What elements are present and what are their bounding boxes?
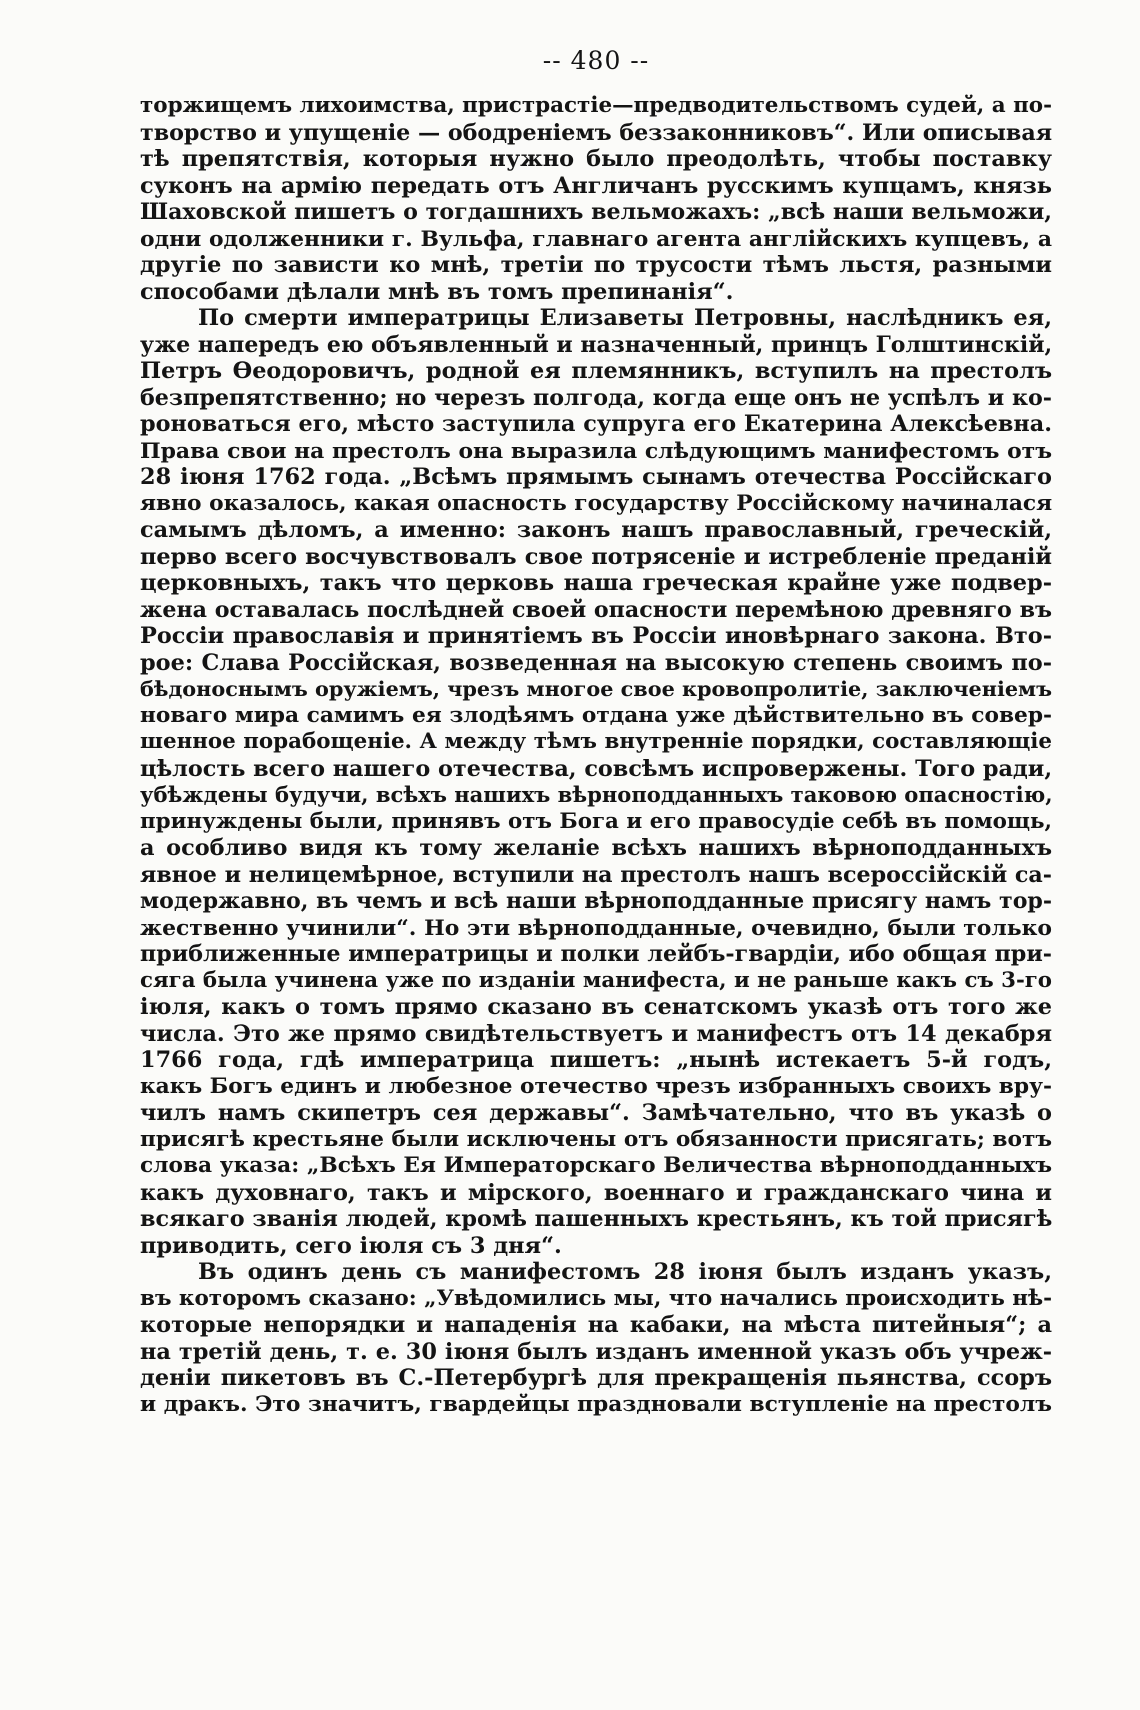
text-line: какъ духовнаго, такъ и мірского, военнаго и гражданскаго чина и xyxy=(140,1179,1052,1206)
text-line: торжищемъ лихоимства, пристрастіе—предводительствомъ судей, а по- xyxy=(140,93,1052,118)
text-line: всякаго званія людей, кромѣ пашенныхъ крестьянъ, къ той присягѣ xyxy=(140,1206,1053,1232)
text-line: деніи пикетовъ въ С.-Петербургѣ для прекращенія пьянства, ссоръ xyxy=(140,1365,1052,1391)
text-line: приводить, сего іюля съ 3 дня“. xyxy=(140,1232,562,1259)
text-line: слова указа: „Всѣхъ Ея Императорскаго Величества вѣрноподданныхъ xyxy=(140,1153,1052,1178)
text-line: и дракъ. Это значитъ, гвардейцы праздновали вступленіе на престолъ xyxy=(140,1391,1052,1417)
text-line: жественно учинили“. Но эти вѣрноподданные, очевидно, были только xyxy=(140,914,1052,941)
text-line: въ которомъ сказано: „Увѣдомились мы, что начались происходить нѣ- xyxy=(140,1285,1053,1311)
text-line: модержавно, въ чемъ и всѣ наши вѣрноподданные присягу намъ тор- xyxy=(140,888,1052,914)
text-line: которые непорядки и нападенія на кабаки, на мѣста питейныя“; а xyxy=(140,1312,1052,1338)
text-line: роноваться его, мѣсто заступила супруга его Екатерина Алексѣевна. xyxy=(140,411,1052,437)
text-line: творство и упущеніе — ободреніемъ беззаконниковъ“. Или описывая xyxy=(140,119,1053,146)
text-line: новаго мира самимъ ея злодѣямъ отдана уже дѣйствительно въ совер- xyxy=(140,702,1052,728)
text-body xyxy=(140,93,1052,1418)
text-line: По смерти императрицы Елизаветы Петровны, наслѣдникъ ея, xyxy=(198,305,1052,331)
paragraph xyxy=(140,305,1052,1259)
text-line: тѣ препятствія, которыя нужно было преодолѣть, чтобы поставку xyxy=(140,146,1052,172)
paragraph xyxy=(140,1259,1052,1418)
text-line: іюля, какъ о томъ прямо сказано въ сенатскомъ указѣ отъ того же xyxy=(140,994,1052,1020)
text-line: присягѣ крестьяне были исключены отъ обязанности присягать; вотъ xyxy=(140,1126,1052,1152)
text-line: бѣдоноснымъ оружіемъ, чрезъ многое свое кровопролитіе, заключеніемъ xyxy=(140,676,1053,701)
text-line: жена оставалась послѣдней своей опасности перемѣною древняго въ xyxy=(140,596,1052,623)
text-line: чилъ намъ скипетръ сея державы“. Замѣчательно, что въ указѣ о xyxy=(140,1100,1052,1126)
text-line: церковныхъ, такъ что церковь наша греческая крайне уже подвер- xyxy=(140,570,1052,596)
text-line: цѣлость всего нашего отечества, совсѣмъ испровержены. Того ради, xyxy=(140,755,1053,782)
text-line: принуждены были, принявъ отъ Бога и его правосудіе себѣ въ помощь, xyxy=(140,808,1052,834)
text-line: шенное порабощеніе. А между тѣмъ внутренніе порядки, составляющіе xyxy=(140,729,1052,754)
text-line: 1766 года, гдѣ императрица пишетъ: „нынѣ истекаетъ 5-й годъ, xyxy=(140,1047,1052,1073)
text-line: перво всего восчувствовалъ свое потрясеніе и истребленіе преданій xyxy=(140,543,1052,570)
page-number: -- 480 -- xyxy=(542,46,650,75)
text-line: Въ одинъ день съ манифестомъ 28 іюня былъ изданъ указъ, xyxy=(198,1259,1052,1285)
text-line: явное и нелицемѣрное, вступили на престолъ нашъ всероссійскій са- xyxy=(140,861,1052,888)
text-line: явно оказалось, какая опасность государству Россійскому начиналася xyxy=(140,490,1053,516)
text-line: одни одолженники г. Вульфа, главнаго агента англійскихъ купцевъ, а xyxy=(140,225,1052,252)
text-line: безпрепятственно; но черезъ полгода, когда еще онъ не успѣлъ и ко- xyxy=(140,384,1052,411)
text-line: приближенные императрицы и полки лейбъ-гвардіи, ибо общая при- xyxy=(140,941,1052,967)
text-line: числа. Это же прямо свидѣтельствуетъ и манифестъ отъ 14 декабря xyxy=(140,1020,1052,1047)
book-page xyxy=(140,46,1052,1418)
text-line: на третій день, т. е. 30 іюня былъ изданъ именной указъ объ учреж- xyxy=(140,1338,1052,1365)
text-line: Петръ Ѳеодоровичъ, родной ея племянникъ, вступилъ на престолъ xyxy=(140,358,1052,384)
text-line: Россіи православія и принятіемъ въ Россіи иновѣрнаго закона. Вто- xyxy=(140,623,1052,649)
text-line: Шаховской пишетъ о тогдашнихъ вельможахъ: „всѣ наши вельможи, xyxy=(140,199,1052,225)
text-line: другіе по зависти ко мнѣ, третіи по трусости тѣмъ льстя, разными xyxy=(140,252,1052,278)
text-line: суконъ на армію передать отъ Англичанъ русскимъ купцамъ, князь xyxy=(140,172,1052,199)
text-line: сяга была учинена уже по изданіи манифеста, и не раньше какъ съ 3-го xyxy=(140,967,1052,993)
text-line: рое: Слава Россійская, возведенная на высокую степень своимъ по- xyxy=(140,649,1052,676)
text-line: Права свои на престолъ она выразила слѣдующимъ манифестомъ отъ xyxy=(140,437,1052,464)
text-line: убѣждены будучи, всѣхъ нашихъ вѣрноподданныхъ таковою опасностію, xyxy=(140,782,1053,807)
paragraph xyxy=(140,93,1052,305)
text-line: а особливо видя къ тому желаніе всѣхъ нашихъ вѣрноподданныхъ xyxy=(140,835,1052,861)
text-line: какъ Богъ единъ и любезное отечество чрезъ избранныхъ своихъ вру- xyxy=(140,1073,1052,1099)
text-line: уже напередъ ею объявленный и назначенный, принцъ Голштинскій, xyxy=(140,331,1053,358)
text-line: самымъ дѣломъ, а именно: законъ нашъ православный, греческій, xyxy=(140,517,1052,543)
text-line: 28 іюня 1762 года. „Всѣмъ прямымъ сынамъ отечества Россійскаго xyxy=(140,464,1052,490)
text-line: способами дѣлали мнѣ въ томъ препинанія“. xyxy=(140,278,734,305)
